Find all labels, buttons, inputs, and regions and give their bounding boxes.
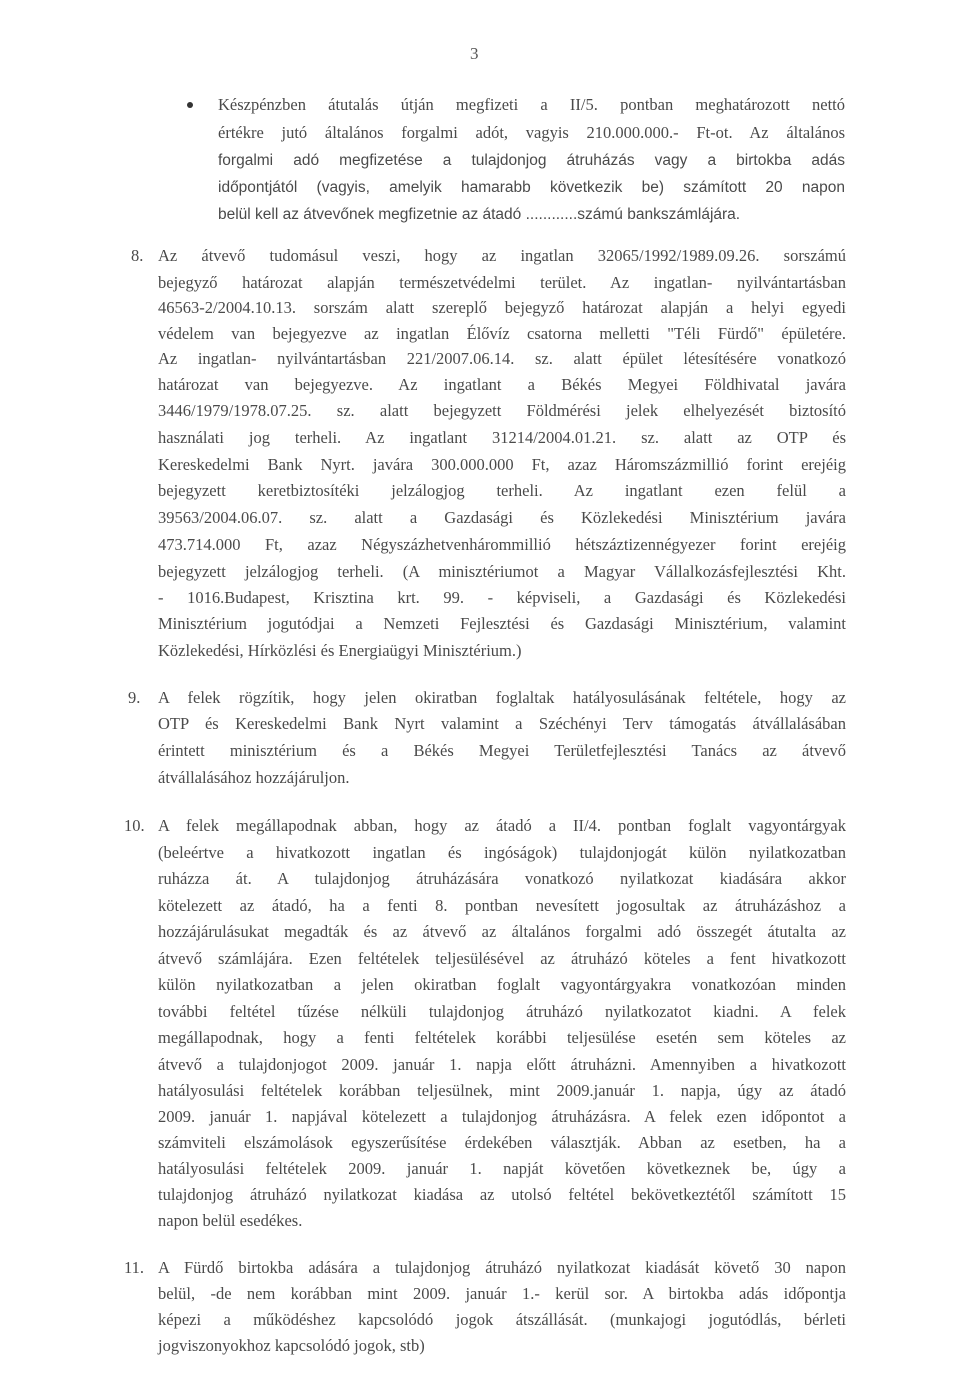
text-line: hozzájárulásukat megadták és az átvevő az általános forgalmi adó összegét átutalta az [158, 922, 846, 941]
text-line: A Fürdő birtokba adására a tulajdonjog átruházó nyilatkozat kiadását követő 30 napon [158, 1258, 846, 1277]
text-line: 46563-2/2004.10.13. sorszám alatt szereplő bejegyző határozat alapján a helyi egyedi [158, 298, 846, 317]
text-line: hatályosulási feltételek korábban teljesülnek, mint 2009.január 1. napja, úgy az átadó [158, 1081, 846, 1100]
text-line: napon belül esedékes. [158, 1211, 303, 1230]
item-number: 11. [124, 1258, 145, 1277]
text-line: megállapodnak, hogy a fenti feltételek korábbi teljesülése esetén sem köteles az [158, 1028, 846, 1047]
text-line: 3446/1979/1978.07.25. sz. alatt bejegyzett Földmérési jelek elhelyezését biztosító [158, 401, 846, 420]
item-number: 8. [131, 246, 144, 265]
text-line: időpontjától (vagyis, amelyik hamarabb következik be) számított 20 napon [218, 179, 845, 196]
text-line: (beleértve a hivatkozott ingatlan és ingóságok) tulajdonjogát külön nyilatkozatban [158, 843, 846, 862]
text-line: Az ingatlan- nyilvántartásban 221/2007.06.14. sz. alatt épület létesítésére vonatkozó [158, 349, 846, 368]
text-line: hatályosulási feltételek 2009. január 1. napját követően következnek be, úgy a [158, 1159, 846, 1178]
text-line: Közlekedési, Hírközlési és Energiaügyi Minisztérium.) [158, 641, 522, 660]
text-line: további feltétel tűzése nélküli tulajdonjog átruházó nyilatkozatot kiadni. A felek [158, 1002, 846, 1021]
text-line: értékre jutó általános forgalmi adót, vagyis 210.000.000.- Ft-ot. Az általános [218, 123, 845, 142]
text-line: használati jog terheli. Az ingatlant 31214/2004.01.21. sz. alatt az OTP és [158, 428, 846, 447]
text-line: - 1016.Budapest, Krisztina krt. 99. - képviseli, a Gazdasági és Közlekedési [158, 588, 846, 607]
text-line: kötelezett az átadó, ha a fenti 8. pontban nevesített jogosultak az átruházáshoz a [158, 896, 846, 915]
text-line: határozat van bejegyezve. Az ingatlant a Békés Megyei Földhivatal javára [158, 375, 846, 394]
text-line: átvevő számlájára. Ezen feltételek teljesülésével az átruházó köteles a fent hivatkozott [158, 949, 846, 968]
text-line: jogviszonyokhoz kapcsolódó jogok, stb) [158, 1336, 425, 1355]
text-line: érintett minisztérium és a Békés Megyei Területfejlesztési Tanács az átvevő [158, 741, 846, 760]
text-line: OTP és Kereskedelmi Bank Nyrt valamint a Széchényi Terv támogatás átvállalásában [158, 714, 846, 733]
text-line: 2009. január 1. napjával kötelezett a tulajdonjog átruházásra. A felek ezen időpontot a [158, 1107, 846, 1126]
text-line: 473.714.000 Ft, azaz Négyszázhetvenhárommillió hétszáztizennégyezer forint erejéig [158, 535, 846, 554]
text-line: Készpénzben átutalás útján megfizeti a II/5. pontban meghatározott nettó [218, 95, 845, 114]
text-line: számviteli elszámolások egyszerűsítése érdekében választják. Abban az esetben, ha a [158, 1133, 846, 1152]
text-line: Kereskedelmi Bank Nyrt. javára 300.000.000 Ft, azaz Háromszázmillió forint erejéig [158, 455, 846, 474]
text-line: tulajdonjog átruházó nyilatkozat kiadása az utolsó feltétel bekövetkeztétől számított 15 [158, 1185, 846, 1204]
text-line: ruházza át. A tulajdonjog átruházására vonatkozó nyilatkozat kiadására akkor [158, 869, 846, 888]
text-line: átvállalásához hozzájáruljon. [158, 768, 350, 787]
text-line: forgalmi adó megfizetése a tulajdonjog átruházás vagy a birtokba adás [218, 152, 845, 169]
text-line: külön nyilatkozatban a jelen okiratban foglalt vagyontárgyakra vonatkozóan minden [158, 975, 846, 994]
text-line: átvevő a tulajdonjogot 2009. január 1. napja előtt átruházni. Amennyiben a hivatkozott [158, 1055, 846, 1074]
text-line: bejegyzett keretbiztosítéki jelzálogjog terheli. Az ingatlant ezen felül a [158, 481, 846, 500]
text-line: belül, -de nem korábban mint 2009. január 1.- kerül sor. A birtokba adás időpontja [158, 1284, 846, 1303]
text-line: bejegyzett jelzálogjog terheli. (A minisztériumot a Magyar Vállalkozásfejlesztési Kht. [158, 562, 846, 581]
text-line: A felek rögzítik, hogy jelen okiratban foglaltak hatályosulásának feltétele, hogy az [158, 688, 846, 707]
text-line: képezi a működéshez kapcsolódó jogok átszállását. (munkajogi jogutódlás, bérleti [158, 1310, 846, 1329]
text-line: bejegyző határozat alapján természetvédelmi terület. Az ingatlan- nyilvántartásban [158, 273, 846, 292]
text-line: A felek megállapodnak abban, hogy az átadó a II/4. pontban foglalt vagyontárgyak [158, 816, 846, 835]
page-number: 3 [470, 44, 479, 63]
item-number: 9. [128, 688, 141, 707]
text-line: Az átvevő tudomásul veszi, hogy az ingatlan 32065/1992/1989.09.26. sorszámú [158, 246, 846, 265]
text-line: 39563/2004.06.07. sz. alatt a Gazdasági és Közlekedési Minisztérium javára [158, 508, 846, 527]
text-line: védelem van bejegyezve az ingatlan Élővíz csatorna melletti "Téli Fürdő" épületére. [158, 324, 846, 343]
text-line: Minisztérium jogutódjai a Nemzeti Fejlesztési és Gazdasági Minisztérium, valamint [158, 614, 846, 633]
item-number: 10. [124, 816, 145, 835]
bullet-marker [187, 102, 193, 108]
text-line: belül kell az átvevőnek megfizetnie az átadó ............számú bankszámlájára. [218, 206, 741, 223]
